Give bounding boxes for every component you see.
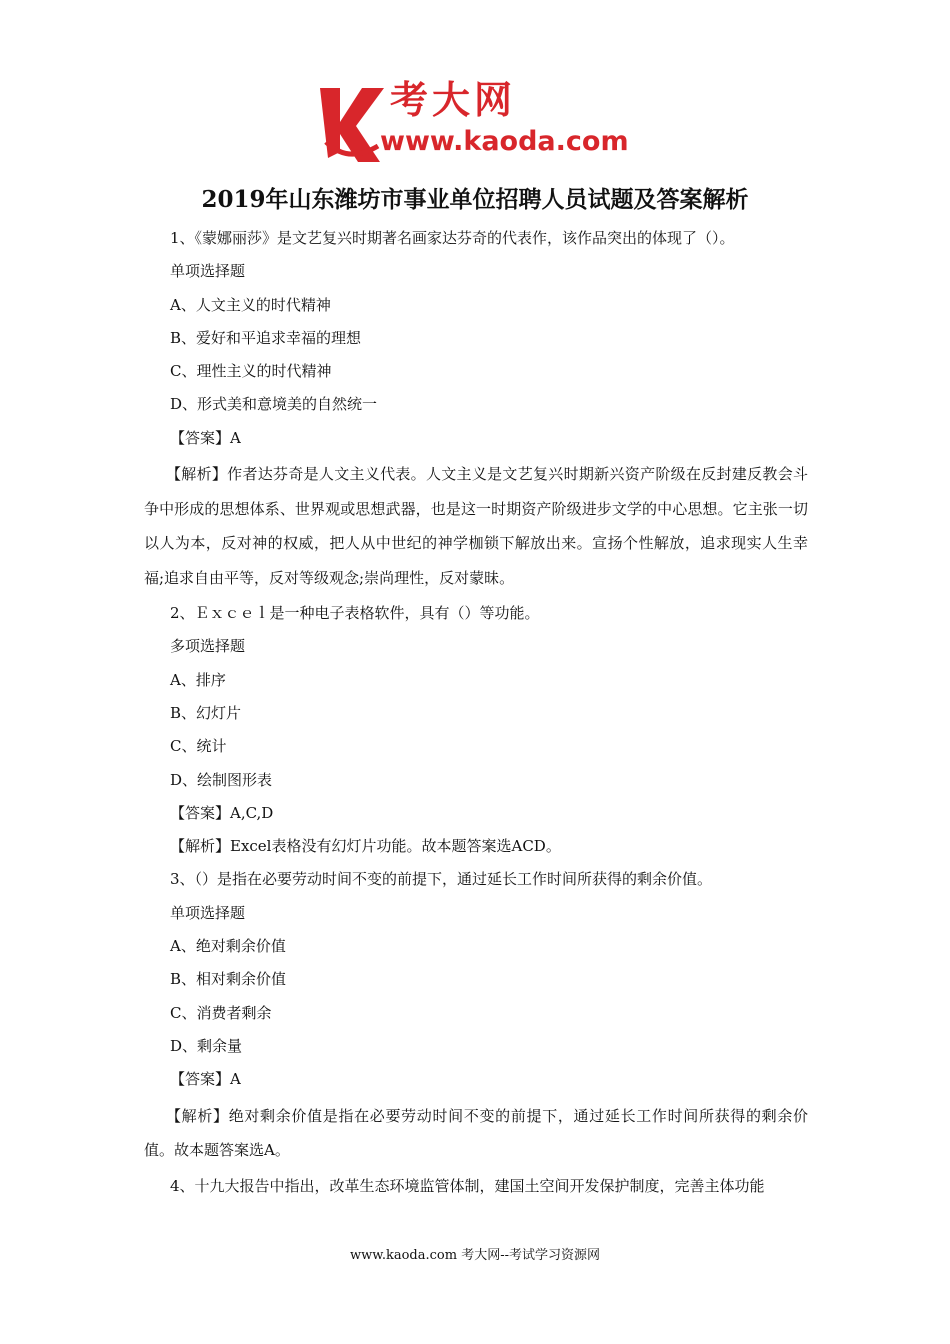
page-footer: www.kaoda.com 考大网--考试学习资源网 (350, 1248, 600, 1263)
kaoda-logo (318, 78, 638, 162)
question-1-answer: 【答案】A (170, 428, 241, 447)
question-2-stem: 2、Ｅｘｃｅｌ是一种电子表格软件，具有（）等功能。 (170, 604, 540, 623)
question-3-stem: 3、（）是指在必要劳动时间不变的前提下，通过延长工作时间所获得的剩余价值。 (170, 870, 713, 889)
question-3-option-c: C、消费者剩余 (170, 1003, 272, 1022)
question-3-option-b: B、相对剩余价值 (170, 970, 287, 989)
question-2-option-c: C、统计 (170, 737, 227, 756)
logo-chinese-name: 考大网 (390, 78, 517, 122)
question-3-answer: 【答案】A (170, 1070, 241, 1089)
question-1-option-c: C、理性主义的时代精神 (170, 362, 332, 381)
question-3-option-a: A、绝对剩余价值 (170, 937, 286, 956)
question-2-option-d: D、绘制图形表 (170, 770, 273, 789)
logo-url: www.kaoda.com (380, 126, 629, 157)
document-body (144, 222, 808, 1203)
question-2-option-a: A、排序 (170, 670, 226, 689)
question-1-option-a: A、人文主义的时代精神 (170, 295, 331, 314)
question-1-option-b: B、爱好和平追求幸福的理想 (170, 328, 362, 347)
question-2-analysis: 【解析】Excel表格没有幻灯片功能。故本题答案选ACD。 (170, 837, 561, 856)
question-2-answer: 【答案】A,C,D (170, 803, 274, 822)
question-1-stem: 1、《蒙娜丽莎》是文艺复兴时期著名画家达芬奇的代表作，该作品突出的体现了（）。 (170, 229, 735, 247)
question-3-type: 单项选择题 (170, 903, 246, 922)
question-2-type: 多项选择题 (170, 637, 246, 656)
k-logo-icon (318, 82, 388, 162)
page-title: 2019年山东潍坊市事业单位招聘人员试题及答案解析 (201, 186, 749, 213)
question-1-analysis: 【解析】作者达芬奇是人文主义代表。人文主义是文艺复兴时期新兴资产阶级在反封建反教会斗争中形成的思想体系、世界观或思想武器，也是这一时期资产阶级进步文学的中心思想。它主张一切以人为本，反对神的权威，把人从中世纪的神学枷锁下解放出来。宣扬个性解放，追求现实人生幸福;追求自由平等，反对等级观念;崇尚理性，反对蒙昧。 (144, 465, 808, 587)
question-1-type: 单项选择题 (170, 262, 246, 281)
question-3-option-d: D、剩余量 (170, 1036, 243, 1055)
question-4-stem: 4、十九大报告中指出，改革生态环境监管体制，建国土空间开发保护制度，完善主体功能 (170, 1176, 765, 1195)
question-2-option-b: B、幻灯片 (170, 703, 242, 722)
question-3-analysis: 【解析】绝对剩余价值是指在必要劳动时间不变的前提下，通过延长工作时间所获得的剩余价值。故本题答案选A。 (144, 1106, 808, 1160)
question-1-option-d: D、形式美和意境美的自然统一 (170, 395, 378, 414)
